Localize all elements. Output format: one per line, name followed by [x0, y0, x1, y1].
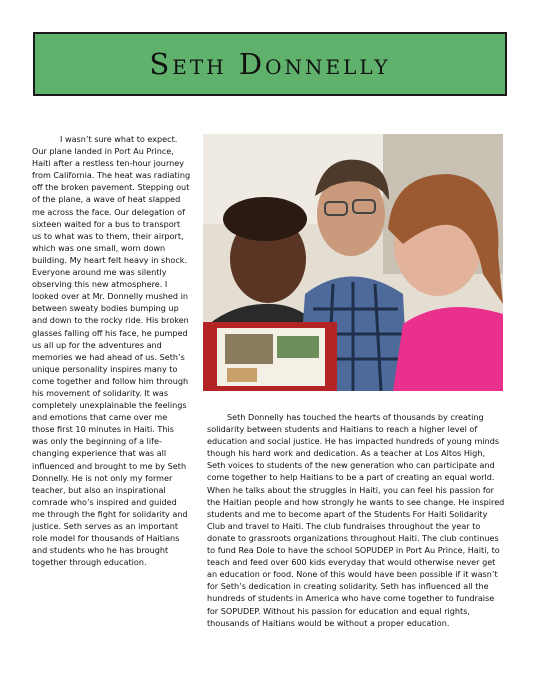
left-paragraph: I wasn’t sure what to expect. Our plane landed in Port Au Prince, Haiti after a restless ten-hour journey from California. The heat was radiating off the broken pavement. Stepping out of the plane, a wave of heat slapped me across the face. Our delegation of sixteen waited for a bus to transport us to what was to them, their airport, which was one small, worn down building. My heart felt heavy in shock. Everyone around me was silently observing this new atmosphere. I looked over at Mr. Donnelly mushed in between sweaty bodies bumping up and down to the rocky ride. His broken glasses falling off his face, he pumped us all up for the adventures and memories we had ahead of us. Seth’s unique personality inspires many to come together and follow him through his movement of solidarity. It was completely unexplainable the feelings and emotions that came over me those first 10 minutes in Haiti. This was only the beginning of a life-changing experience that was all influenced and brought to me by Seth Donnelly. He is not only my former teacher, but also an inspirational comrade who’s inspired and guided me through the fight for solidarity and justice. Seth serves as an important role model for thousands of Haitians and students who he has brought together through education.	[32, 134, 191, 568]
left-text-column	[32, 133, 192, 568]
right-paragraph: Seth Donnelly has touched the hearts of thousands by creating solidarity between students and Haitians to reach a higher level of education and social justice. He has impacted hundreds of young minds though his hard work and dedication. As a teacher at Los Altos High, Seth voices to students of the new generation who can participate and come together to help Haitians to be a part of creating an equal world. When he talks about the struggles in Haiti, you can feel his passion for the Haitian people and how strongly he wants to see change. He inspired students and me to become apart of the Students For Haiti Solidarity Club and travel to Haiti. The club fundraises throughout the year to donate to grassroots organizations throughout Haiti. The club continues to fund Rea Dole to have the school SOPUDEP in Port Au Prince, Haiti, to teach and feed over 600 kids everyday that would otherwise never get an education or food. None of this would have been possible if it wasn’t for Seth’s dedication in creating solidarity. Seth has influenced all the hundreds of students in America who have come together to fundraise for SOPUDEP. Without his passion for education and equal rights, thousands of Haitians would be without a proper education.	[207, 412, 505, 628]
right-text-column	[207, 411, 505, 629]
photo-illustration	[203, 134, 503, 391]
page-title: Seth Donnelly	[149, 47, 391, 81]
title-banner	[33, 32, 507, 96]
photo	[203, 134, 503, 391]
